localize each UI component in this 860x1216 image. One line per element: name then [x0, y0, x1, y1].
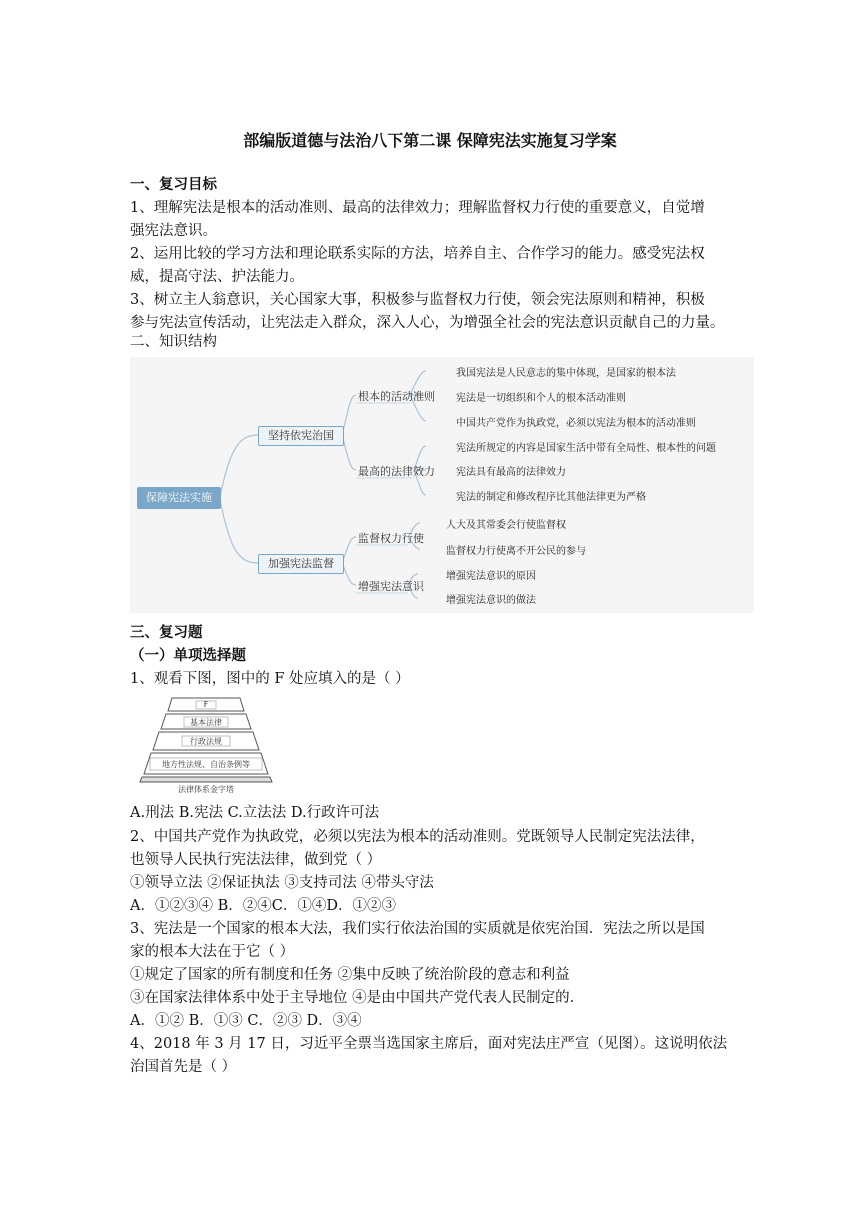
pyramid-label: F	[203, 700, 209, 709]
mindmap-root: 保障宪法实施	[137, 487, 221, 509]
knowledge-mindmap	[130, 357, 754, 613]
mindmap-leaf: 增强宪法意识的原因	[446, 571, 536, 582]
pyramid-label: 行政法规	[190, 737, 222, 746]
mindmap-subtopic: 增强宪法意识	[358, 580, 424, 593]
section2-heading: 二、知识结构	[130, 334, 217, 350]
section1-line: 2、运用比较的学习方法和理论联系实际的方法，培养自主、合作学习的能力。感受宪法权	[130, 246, 705, 262]
pyramid-label: 地方性法规、自治条例等	[162, 760, 250, 769]
mindmap-leaf: 监督权力行使离不开公民的参与	[446, 546, 586, 557]
section1-line: 参与宪法宣传活动，让宪法走入群众，深入人心，为增强全社会的宪法意识贡献自己的力量。	[130, 315, 725, 331]
mindmap-branch: 坚持依宪治国	[258, 426, 344, 446]
question-1-stem: 1、观看下图，图中的 F 处应填入的是（ ）	[130, 671, 410, 687]
mindmap-leaf: 中国共产党作为执政党，必须以宪法为根本的活动准则	[456, 418, 696, 429]
question-2-options: A．①②③④ B．②④C．①④D．①②③	[130, 898, 396, 914]
section1-line: 3、树立主人翁意识，关心国家大事，积极参与监督权力行使，领会宪法原则和精神，积极	[130, 292, 705, 308]
question-2-line: 也领导人民执行宪法法律，做到党（ ）	[130, 852, 382, 868]
mindmap-subtopic: 监督权力行使	[358, 532, 424, 545]
mindmap-leaf: 宪法具有最高的法律效力	[456, 467, 566, 478]
pyramid-label: 基本法律	[190, 718, 222, 727]
mindmap-leaf: 人大及其常委会行使监督权	[446, 520, 566, 531]
question-3-line: ①规定了国家的所有制度和任务 ②集中反映了统治阶段的意志和利益	[130, 967, 570, 983]
section1-heading: 一、复习目标	[130, 177, 217, 193]
pyramid-caption: 法律体系金字塔	[178, 785, 234, 794]
question-3-line: 家的根本大法在于它（ ）	[130, 944, 295, 960]
section3-subheading: （一）单项选择题	[130, 648, 246, 664]
question-2-line: 2、中国共产党作为执政党，必须以宪法为根本的活动准则。党既领导人民制定宪法法律，	[130, 829, 705, 845]
question-4-line: 治国首先是（ ）	[130, 1059, 237, 1075]
section3-heading: 三、复习题	[130, 625, 203, 641]
mindmap-subtopic: 根本的活动准则	[358, 390, 435, 403]
question-4-line: 4、2018 年 3 月 17 日，习近平全票当选国家主席后，面对宪法庄严宣（见图）。这说明依法	[130, 1036, 728, 1052]
question-2-line: ①领导立法 ②保证执法 ③支持司法 ④带头守法	[130, 875, 434, 891]
mindmap-connectors	[130, 357, 754, 613]
mindmap-leaf: 增强宪法意识的做法	[446, 595, 536, 606]
mindmap-leaf: 宪法所规定的内容是国家生活中带有全局性、根本性的问题	[456, 443, 716, 454]
law-system-pyramid	[132, 695, 280, 795]
mindmap-subtopic: 最高的法律效力	[358, 465, 435, 478]
page-title: 部编版道德与法治八下第二课 保障宪法实施复习学案	[243, 131, 617, 150]
section1-line: 威，提高守法、护法能力。	[130, 269, 304, 285]
mindmap-leaf: 宪法的制定和修改程序比其他法律更为严格	[456, 492, 646, 503]
question-1-options: A.刑法 B.宪法 C.立法法 D.行政许可法	[130, 805, 380, 821]
question-3-options: A．①② B．①③ C．②③ D．③④	[130, 1013, 362, 1029]
section1-line: 1、理解宪法是根本的活动准则、最高的法律效力；理解监督权力行使的重要意义，自觉增	[130, 200, 705, 216]
mindmap-leaf: 我国宪法是人民意志的集中体现，是国家的根本法	[456, 368, 676, 379]
question-3-line: ③在国家法律体系中处于主导地位 ④是由中国共产党代表人民制定的．	[130, 990, 585, 1006]
section1-line: 强宪法意识。	[130, 223, 217, 239]
mindmap-branch: 加强宪法监督	[258, 554, 344, 574]
question-3-line: 3、宪法是一个国家的根本大法，我们实行依法治国的实质就是依宪治国．宪法之所以是国	[130, 921, 705, 937]
mindmap-leaf: 宪法是一切组织和个人的根本活动准则	[456, 393, 626, 404]
